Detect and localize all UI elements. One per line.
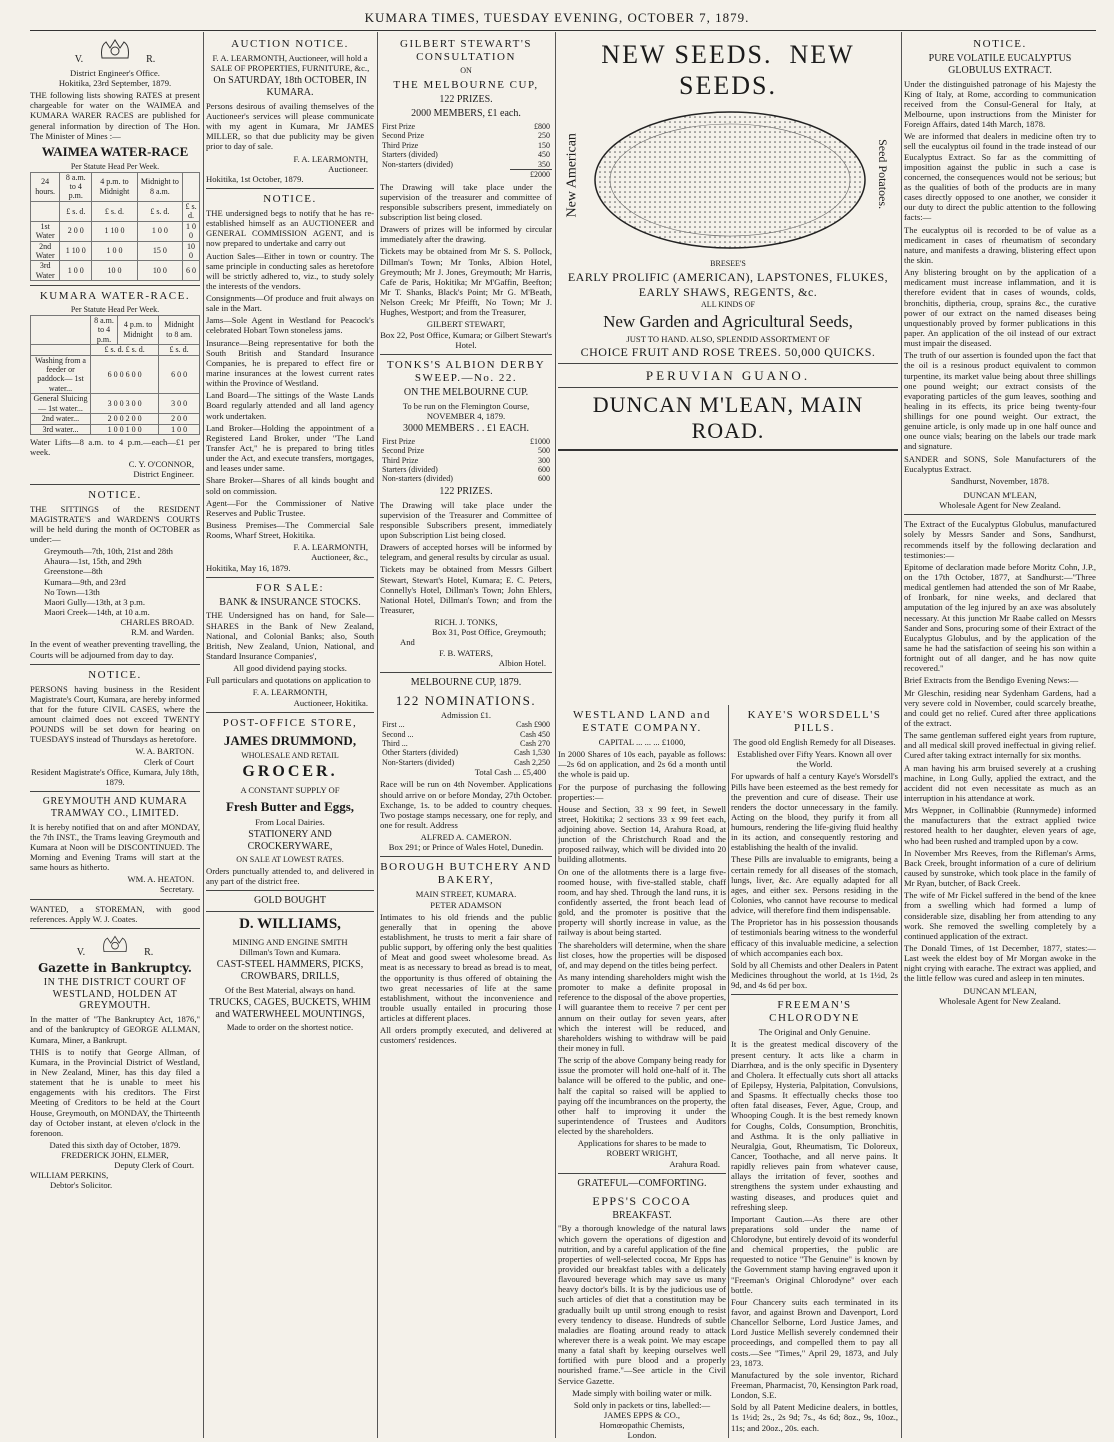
list-item: Greymouth—7th, 10th, 21st and 28th — [44, 546, 173, 557]
divider — [380, 354, 552, 355]
column-2 — [206, 34, 374, 1438]
signature-title: Deputy Clerk of Court. — [114, 1160, 194, 1171]
williams-name: D. WILLIAMS, — [239, 916, 341, 933]
divider — [206, 911, 374, 912]
signature-title: Secretary. — [159, 884, 194, 895]
consultation-on: ON — [460, 65, 472, 75]
divider — [558, 387, 898, 388]
choice-trees: CHOICE FRUIT AND ROSE TREES. 50,000 QUICKS. — [580, 344, 876, 359]
divider — [30, 791, 200, 792]
table-header: 4 p.m. to Midnight — [92, 172, 138, 201]
table-header: Midnight to 8 am. — [159, 315, 200, 344]
post-office-title: POST-OFFICE STORE, — [222, 716, 358, 729]
signature-title: District Engineer. — [133, 469, 194, 480]
seeds-advert — [558, 34, 898, 702]
auction-date: On SATURDAY, 18th OCTOBER, IN KUMARA. — [213, 75, 367, 99]
signature: WM. A. HEATON. — [127, 874, 194, 885]
top-rule — [30, 30, 1096, 31]
drawing-text: The Drawing will take place under the supervision of the Treasurer and Committee of responsible Subscribers present, immediately upon Subscription List being closed. — [380, 499, 552, 541]
divider — [30, 285, 200, 286]
signature-address: Arahura Road. — [669, 1158, 720, 1169]
table-row: £ s. d. £ s. d. £ s. d. £ s. d. — [31, 201, 200, 221]
royal-crest: V. R. — [30, 933, 200, 959]
cast-steel-line: CAST-STEEL HAMMERS, PICKS, CROWBARS, DRILLS, — [216, 959, 364, 982]
freeman-title: FREEMAN'S CHLORODYNE — [769, 999, 860, 1025]
prize-table — [380, 122, 552, 180]
signature: GILBERT STEWART, — [426, 319, 506, 330]
list-item: Land Board—The sittings of the Waste Lands Board regularly attended and all land agency work undertaken. — [206, 390, 374, 421]
guano-heading: PERUVIAN GUANO. — [645, 367, 811, 383]
office-line: Resident Magistrate's Office, Kumara, July 18th, 1879. — [31, 766, 199, 787]
table-header — [183, 172, 200, 201]
manufactured-text: Manufactured by the sole inventor, Richard Freeman, Pharmacist, 70, Kensington Park road, London, S.E. — [731, 1369, 898, 1401]
dairies-line: From Local Dairies. — [255, 816, 325, 827]
dillman-line: Dillman's Town and Kumara. — [239, 946, 341, 957]
signature: CHARLES BROAD. — [120, 617, 194, 628]
london-line: London. — [627, 1430, 657, 1438]
list-item: Maori Gully—13th, at 3 p.m. — [44, 596, 145, 607]
table-row: Second Prize 250 — [382, 131, 550, 141]
forsale-dividend: All good dividend paying stocks. — [233, 663, 347, 674]
dated-line: Hokitika, 1st October, 1879. — [206, 173, 304, 184]
adamson-body: Intimates to his old friends and the public generally that in opening the above establishment, he trusts to merit a fair share of public support, by offering only the best qualities of Meat and good sweet wholesome bread. As meat is as necessary to bread as bread is to meat, the opportunity is thus offered of obtaining the two great necessaries of life at the same establishment, without the inconvenience and trouble usually entailed in procuring those articles at different places. — [380, 911, 552, 1024]
column-6 — [904, 34, 1096, 1438]
signature-address: Box 22, Post Office, Kumara; or Gilbert Stewart's Hotel. — [380, 329, 552, 350]
paragraph: The Extract of the Eucalyptus Globulus, manufactured solely by Messrs Sander and Sons, Sandhurst, recommends itself by the following declaration and testimonies:— — [904, 519, 1096, 560]
kumara-rate-table — [30, 315, 200, 435]
intro-text: THE following lists showing RATES at present chargeable for water on the WAIMEA and KUMARA WARER RACES are published for general information by direction of The Hon. The Minister of Mines :— — [30, 90, 200, 141]
just-to-hand: JUST TO HAND. ALSO, SPLENDID ASSORTMENT OF — [626, 333, 830, 344]
borough-address: MAIN STREET, KUMARA. — [415, 889, 517, 900]
table-row: General Sluicing— 1st water... 3 0 0 3 0 0 3 0 0 — [31, 394, 200, 414]
melbourne-cup-body: Race will be run on 4th November. Applications should arrive on or before Monday, 27th October. Exchange, 1s. to be added to country cheques. Two postage stamps necessary, one for reply, and one for result. Address — [380, 779, 552, 831]
table-row: Third ... Cash 270 — [382, 739, 550, 748]
signature-address: Box 291; or Prince of Wales Hotel, Dunedin. — [388, 842, 544, 853]
potato-right-label: Seed Potatoes. — [876, 139, 891, 210]
prizes-count: 122 PRIZES. — [439, 94, 493, 106]
table-row: Third Prize 150 — [382, 140, 550, 150]
kaye-subtitle: The good old English Remedy for all Diseases. — [733, 736, 896, 747]
purpose-text: For the purpose of purchasing the following properties:— — [558, 781, 726, 802]
adamson-name: PETER ADAMSON — [430, 899, 502, 910]
table-row: Non-starters (divided) 350 — [382, 159, 550, 169]
column-rule — [901, 32, 902, 1438]
signature: ALFRED A. CAMERON. — [420, 832, 512, 843]
epps-body: "By a thorough knowledge of the natural laws which govern the operations of digestion and nutrition, and by a careful application of the fine properties of well-selected cocoa, Mr Epps has provided our breakfast tables with a delicately flavoured beverage which may save us many heavy doctor's bills. It is by the judicious use of such articles of diet that a constitution may be gradually built up until strong enough to resist every tendency to disease. Hundreds of subtle maladies are floating around ready to attack wherever there is a weak point. We may escape many a fatal shaft by keeping ourselves well fortified with pure blood and a properly nourished frame."—See article in the Civil Service Gazette. — [558, 1223, 726, 1386]
column-1 — [30, 34, 200, 1438]
list-item: Share Broker—Shares of all kinds bought and sold on commission. — [206, 475, 374, 496]
list-item: Agent—For the Commissioner of Native Reserves and Public Trustee. — [206, 497, 374, 518]
epps-heading: EPPS'S COCOA — [592, 1193, 692, 1208]
notice-title: NOTICE. — [88, 668, 142, 681]
signature: F. B. WATERS, — [439, 647, 493, 658]
signature: WILLIAM PERKINS, — [30, 1170, 109, 1181]
notice-title: NOTICE. — [263, 192, 317, 205]
admission-line: Admission £1. — [440, 709, 492, 720]
table-row: Other Starters (divided) Cash 1,530 — [382, 748, 550, 758]
tickets-text: Tickets may be obtained from Mr S. S. Pollock, Dillman's Town; Mr Tonks, Albion Hotel, Greymouth; Mr J. Jones, Greymouth; Mr Harris, Cafe de Paris, Hokitika; Mr M'Gaffin, Beefton; Mr T. Shanks, Black's Point; Mr G. M'Beath, Nelson Creek; Mr Pfeifft, No Town; Mr J. Hughes, Westport; and from the Treasurer, — [380, 246, 552, 318]
waimea-subtitle: Per Statute Head Per Week. — [70, 162, 160, 172]
table-header: 4 p.m. to Midnight — [117, 315, 158, 344]
table-row: Non-Starters (divided) Cash 2,250 — [382, 757, 550, 767]
chancery-text: Four Chancery suits each terminated in its favor, and against Brown and Davenport, Lord Chancellor Selborne, Lord Justice James, and Lord Justice Mellish severely condemned their proceedings, and compelled them to pay all costs.—See "Times," April 29, 1873, and July 23, 1873. — [731, 1296, 898, 1368]
signature-title: Wholesale Agent for New Zealand. — [939, 500, 1061, 511]
allotment-text: On one of the allotments there is a large five-roomed house, with five-stalled stable, chaff room, and hay shed. Through the land runs, it is confidently asserted, the front beach lead of gold, and the promoter is positive that the property will shortly increase in value, as the railway is about being started. — [558, 866, 726, 938]
table-row: £2000 — [380, 170, 552, 180]
auction-body: Persons desirous of availing themselves of the Auctioneer's services will please communicate with my agent in Kumara, Mr JAMES MILLER, so that due publicity may be given prior to day of sale. — [206, 100, 374, 152]
table-row: Starters (divided) 450 — [382, 150, 550, 160]
waimea-rate-table — [30, 172, 200, 282]
paragraph: The eucalyptus oil is recorded to be of value as a medicament in cases of rheumatism of secondary nature, and manifests a drawing, blistering effect upon the skin. — [904, 224, 1096, 265]
table-row: 1st Water 2 0 0 1 10 0 1 0 0 1 0 0 — [31, 221, 200, 241]
divider — [380, 856, 552, 857]
forsale-subtitle: BANK & INSURANCE STOCKS. — [219, 596, 361, 608]
divider — [206, 577, 374, 578]
divider — [206, 712, 374, 713]
tonks-on: ON THE MELBOURNE CUP. — [403, 386, 529, 398]
column-rule — [555, 32, 556, 1438]
testimonials-text: The Proprietor has in his possession thousands of testimonials bearing witness to the wonderful efficacy of this invaluable medicine, a selection of which accompanies each box. — [731, 917, 898, 958]
smith-line: MINING AND ENGINE SMITH — [232, 936, 348, 947]
prize-table — [380, 437, 552, 484]
list-item: Jams—Sole Agent in Westland for Peacock's celebrated Hobart Town stoneless jams. — [206, 315, 374, 336]
paragraph: Under the distinguished patronage of his Majesty the King of Italy, at Rome, according to communication received from the Consul-General for Italy, at Melbourne, upon instructions from the Minister for Foreign Affairs, dated 14th March, 1878. — [904, 78, 1096, 130]
drawing-text: The Drawing will take place under the supervision of the treasurer and committee of responsible subscribers present, immediately on subscription list being closed. — [380, 181, 552, 222]
tramway-body: It is hereby notified that on and after MONDAY, the 7th INST., the Trams leaving Greymouth and Kumara at Noon will be DISCONTINUED. The Morning and Evening Trams will start at the same hours as hitherto. — [30, 821, 200, 873]
notice-body: In the event of weather preventing travelling, the Courts will be adjourned from day to day. — [30, 639, 200, 660]
table-row: £ s. d. £ s. d. £ s. d. — [31, 345, 200, 355]
table-header: 24 hours. — [31, 172, 60, 201]
sander-line: SANDER and SONS, Sole Manufacturers of the Eucalyptus Extract. — [904, 453, 1096, 474]
notice-body: THE SITTINGS of the RESIDENT MAGISTRATE'S and WARDEN'S COURTS will be held during the month of OCTOBER as under:— — [30, 503, 200, 544]
drummond-sub: WHOLESALE AND RETAIL — [241, 751, 339, 761]
notice-title: NOTICE. — [88, 488, 142, 501]
kumara-subtitle: Per Statute Head Per Week. — [70, 305, 160, 315]
dated-line: Hokitika, May 16, 1879. — [206, 562, 291, 573]
new-seeds-heading: NEW SEEDS. NEW SEEDS. — [601, 40, 855, 100]
intending-text: As many intending shareholders might wish the promoter to make a definite proposal in reference to the disposal of the above properties, I will guarantee them to receive 7 per cent per annum on their outlay for seven years, after which the interest will be reduced, and shareholders wishing to withdraw will be paid their money in full. — [558, 972, 726, 1054]
caution-text: Important Caution.—As there are other preparations sold under the name of Chlorodyne, but entirely devoid of its wonderful and chemical properties, the public are requested to notice "The Genuine" is known by the Government stamp having engraved upon it "Freeman's Original Chlorodyne" over each bottle. — [731, 1213, 898, 1295]
paragraph: The wife of Mr Fickel suffered in the bend of the knee from a swelling which had formed a lump of considerable size, disabling her from attending to any work. She removed the swelling completely by a continued application of the extract. — [904, 890, 1096, 941]
apply-line: Applications for shares to be made to — [577, 1138, 707, 1149]
signature-title: Wholesale Agent for New Zealand. — [939, 995, 1061, 1006]
tonks-title: TONKS'S ALBION DERBY SWEEP.—No. 22. — [386, 358, 546, 384]
gazette-title: Gazette in Bankruptcy. — [38, 960, 192, 975]
divider — [731, 994, 898, 995]
list-item: Insurance—Being representative for both the South British and Standard Insurance Companies, he is prepared to effect fire or marine insurances at the lowest current rates within the Province of Westland. — [206, 337, 374, 389]
table-row: 2nd Water 1 10 0 1 0 0 15 0 10 0 — [31, 241, 200, 261]
prize-table — [380, 720, 552, 767]
duncan-heading: DUNCAN M'LEAN, MAIN ROAD. — [592, 392, 864, 444]
table-row: First Prize £1000 — [382, 436, 550, 446]
signature-title: Auctioneer. — [328, 163, 368, 174]
consultation-title: GILBERT STEWART'S CONSULTATION — [400, 38, 532, 63]
potato-left-label: New American — [564, 133, 580, 218]
table-row: 3rd water... 1 0 0 1 0 0 1 0 0 — [31, 424, 200, 434]
and-line: And — [400, 637, 415, 648]
established-line: Established over Fifty Years. Known all over the World. — [737, 749, 892, 770]
paragraph: Brief Extracts from the Bendigo Evening News:— — [904, 675, 1079, 686]
gold-bought: GOLD BOUGHT — [254, 895, 326, 907]
divider — [380, 672, 552, 673]
table-row: Second Prize 500 — [382, 446, 550, 456]
sittings-list — [30, 546, 200, 617]
signature: DUNCAN M'LEAN, — [963, 985, 1037, 996]
list-item: Maori Creek—14th, at 10 a.m. — [44, 606, 150, 617]
divider — [30, 664, 200, 665]
members-line: 2000 MEMBERS, £1 each. — [411, 108, 521, 120]
paragraph: The truth of our assertion is founded upon the fact that the oil is a resinous product equivalent to common turpentine, its market value being about three shillings one pound weight; our extract consists of the evaporating particles of the gum leaves, soothing and healing in its effects, its price being twenty-four shillings for one pound weight. Our extract, the genuine article, is only made up in one half ounce and one ounce vials; bearing on the labels our trade mark and signature. — [904, 350, 1096, 452]
properties-text: House and Section, 33 x 99 feet, in Sewell street, Hokitika; 2 sections 33 x 99 feet each, adjoining above. Section 14, Arahura Road, at junction of the Christchurch Road and the proposed railway, which will be divided into 20 building allotments. — [558, 803, 726, 865]
sandhurst-line: Sandhurst, November, 1878. — [950, 475, 1050, 486]
bresee-line: BRESEE'S — [710, 259, 746, 269]
kaye-body: For upwards of half a century Kaye's Worsdell's Pills have been esteemed as the best remedy for the prevention and cure of disease. Their use renders the doctor unnecessary in the family. Acting on the blood, they purify it from all humours, rendering the life-giving fluid healthy in its action, and consequently restoring and establishing the health of the invalid. — [731, 771, 898, 853]
waimea-title: WAIMEA WATER-RACE — [41, 143, 189, 159]
grocer-heading: GROCER. — [242, 763, 338, 781]
paragraph: Mr Gleschin, residing near Sydenham Gardens, had a very severe cold in November, could scarcely breathe, and could get no relief. Cured after three applications of the extract. — [904, 687, 1096, 728]
table-row: Third Prize 300 — [382, 455, 550, 465]
list-item: Land Broker—Holding the appointment of a Registered Land Broker, under "The Land Transfer Act," he is prepared to bring titles under the Act, and execute transfers, mortgages, and leases under same. — [206, 422, 374, 474]
scrip-text: The scrip of the above Company being ready for issue the promoter will hold one-half of it. The balance will be offered to the public, and one-half the capital so raised will be applied to paying off the incumbrances on the property, the other half to improving it under the superintendence of Trustees and Auditors elected by the shareholders. — [558, 1055, 726, 1137]
kumara-title: KUMARA WATER-RACE. — [39, 290, 191, 303]
orders-text: Orders punctually attended to, and delivered in any part of the district free. — [206, 866, 374, 887]
coat-of-arms-icon — [98, 36, 132, 62]
signature-title: Clerk of Court — [143, 756, 194, 767]
consultation-cup: THE MELBOURNE CUP, — [393, 79, 539, 92]
trucks-line: TRUCKS, CAGES, BUCKETS, WHIM and WATERWHEEL MOUNTINGS, — [209, 996, 371, 1020]
paragraph: Mrs Weppner, in Collinabbie (Runnymede) informed the manufacturers that the extract applied twice restored health to her daughter, eleven years of age, who had been rushed and trampled upon by a cow. — [904, 805, 1096, 846]
list-item: Auction Sales—Either in town or country. The same principle in conducting sales as heretofore will be strictly adhered to, viz., to study solely the interests of the vendors. — [206, 250, 374, 291]
wanted-ad: WANTED, a STOREMAN, with good references. Apply W. J. Coates. — [30, 903, 200, 924]
signature-title: R.M. and Warden. — [131, 627, 194, 638]
list-item: Consignments—Of produce and fruit always on sale in the Mart. — [206, 293, 374, 314]
capital-line: CAPITAL ... ... ... £1000, — [598, 736, 686, 747]
drawers-text: Drawers of prizes will be informed by circular immediately after the drawing. — [380, 224, 552, 245]
divider — [904, 514, 1096, 515]
masthead: KUMARA TIMES, TUESDAY EVENING, OCTOBER 7, 1879. — [364, 10, 750, 25]
kaye-title: KAYE'S WORSDELL'S PILLS. — [747, 709, 882, 734]
table-header: 8 a.m. to 4 p.m. — [60, 172, 92, 201]
table-header — [31, 315, 91, 344]
breakfast-heading: BREAKFAST. — [612, 1209, 672, 1221]
garden-seeds-heading: New Garden and Agricultural Seeds, — [603, 311, 853, 331]
column-4a — [558, 705, 726, 1438]
column-rule — [728, 705, 729, 1438]
royal-crest: V. R. — [30, 36, 200, 66]
paragraph: A man having his arm bruised severely at a crushing machine, in Long Gully, applied the extract, and the accident did not even necessitate as much as an interruption in his attendance at work. — [904, 762, 1096, 803]
eucalyptus-title: PURE VOLATILE EUCALYPTUS GLOBULUS EXTRACT. — [928, 52, 1072, 76]
freeman-body: It is the greatest medical discovery of the present century. It acts like a charm in Diarrhœa, and is the only specific in Dysentery and Cholera. It effectually cuts short all attacks of Epilepsy, Hysteria, Palpitation, Convulsions, and Spasms. It effectually checks those too often fatal diseases, Fever, Ague, Croup, and Whooping Cough. It is the best remedy known for Coughs, Colds, Consumption, Bronchitis, and Asthma. It is the only palliative in Neuralgia, Gout, Rheumatism, Tic Doloreux, Cancer, Toothache, and all nerve pains. It rapidly relieves pain from whatever cause, allays the irritation of fever, soothes and strengthens the system under exhausting and wasting diseases, and produces quiet and refreshing sleep. — [731, 1039, 898, 1212]
adamson-orders: All orders promptly executed, and delivered at customers' residences. — [380, 1025, 552, 1046]
paragraph: In November Mrs Reeves, from the Rifleman's Arms, Back Creek, brought information of a cure of delirium caused by sunstroke, which took place in the family of Mr Ryan, butcher, of Back Creek. — [904, 847, 1096, 889]
drawers-text: Drawers of accepted horses will be informed by telegram, and general results by circular as usual. — [380, 542, 552, 563]
varieties-line-1: EARLY PROLIFIC (AMERICAN), LAPSTONES, FLUKES, — [567, 269, 889, 284]
drummond-name: JAMES DRUMMOND, — [223, 732, 357, 748]
court-heading: IN THE DISTRICT COURT OF WESTLAND, HOLDEN AT GREYMOUTH. — [43, 976, 187, 1012]
butter-heading: Fresh Butter and Eggs, — [225, 798, 355, 814]
original-line: The Original and Only Genuine. — [758, 1027, 871, 1038]
signature: DUNCAN M'LEAN, — [963, 490, 1037, 501]
best-material: Of the Best Material, always on hand. — [224, 984, 356, 995]
list-item: Kumara—9th, and 23rd — [44, 576, 126, 587]
melbourne-cup-title: MELBOURNE CUP, 1879. — [410, 676, 522, 688]
paragraph: The same gentleman suffered eight years from rupture, and all medical skill proved ineffectual in giving relief. Cured after taking extract internally for six months. — [904, 730, 1096, 761]
divider — [558, 449, 898, 451]
table-row: First ... Cash £900 — [382, 720, 550, 730]
table-row: 3rd Water 1 0 0 10 0 10 0 6 0 — [31, 261, 200, 281]
tramway-title: GREYMOUTH AND KUMARA TRAMWAY CO., LIMITED. — [42, 796, 188, 819]
column-rule — [377, 32, 378, 1438]
tonks-members: 3000 MEMBERS . . £1 EACH. — [402, 422, 530, 434]
constant-line: A CONSTANT SUPPLY OF — [240, 785, 340, 796]
divider — [206, 890, 374, 891]
divider — [558, 1173, 726, 1174]
borough-title: BOROUGH BUTCHERY AND BAKERY, — [380, 861, 552, 887]
table-header: Midnight to 8 a.m. — [137, 172, 182, 201]
nominations-heading: 122 NOMINATIONS. — [395, 692, 537, 708]
column-4b — [731, 705, 898, 1438]
signature-address: Box 31, Post Office, Greymouth; — [432, 627, 546, 638]
signature: FREDERICK JOHN, ELMER, — [61, 1150, 169, 1161]
made-to-order: Made to order on the shortest notice. — [226, 1022, 354, 1033]
coat-of-arms-icon — [100, 933, 130, 955]
sold-text: Sold by all Chemists and other Dealers in Patent Medicines throughout the world, at 1s 1½d, 2s 9d, and 4s 6d per box. — [731, 959, 898, 991]
list-item: Ahaura—1st, 15th, and 29th — [44, 556, 142, 567]
table-row: First Prize £800 — [382, 121, 550, 131]
column-3 — [380, 34, 552, 1438]
lowest-rates: ON SALE AT LOWEST RATES. — [236, 854, 344, 864]
signature: ROBERT WRIGHT, — [606, 1148, 678, 1159]
divider — [206, 188, 374, 189]
signature: F. A. LEARMONTH, — [252, 687, 328, 698]
paragraph: We are informed that dealers in medicine often try to sell the eucalyptus oil found in the trade instead of our Eucalyptus Extract. So far as the committing of imposition against the public in such a case is concerned, the consequences would not be serious; but as the qualities of both of the products are in many cases directly opposed to one another, we consider it our duty to direct the public attention to the following facts:— — [904, 131, 1096, 223]
sold-text: Sold by all Patent Medicine dealers, in bottles, 1s 1½d; 2s., 2s 9d; 7s., 4s 6d; 8oz., 9s, 10oz., 11s; and 20oz., 20s. each. — [731, 1402, 898, 1433]
paragraph: Epitome of declaration made before Moritz Cohn, J.P., on the 17th October, 1877, at Sandhurst:—"Three medical gentlemen had attended the son of Mr Raabe, of Ironbark, for nine weeks, and declared that amputation of the leg injured by an axe was absolutely necessary. At this junction Mr Raabe called on Messrs Sander and Sons, procuring some of their Extract of the Eucalyptus Globulus, and by the application of the same he had the satisfaction of seeing his son within a fortnight out of all danger, and he has now quite recovered." — [904, 561, 1096, 674]
signature: W. A. BARTON. — [135, 746, 194, 757]
tonks-prizes: 122 PRIZES. — [439, 485, 493, 497]
auction-heading: F. A. LEARMONTH, Auctioneer, will hold a SALE OF PROPERTIES, FURNITURE, &c., — [210, 52, 370, 74]
tonks-run: To be run on the Flemington Course, NOVEMBER 4, 1879. — [402, 400, 530, 421]
notice-body: THE undersigned begs to notify that he has re-established himself as an AUCTIONEER and GENERAL COMMISSION AGENT, and is now prepared to undertake and carry out — [206, 207, 374, 249]
divider — [558, 363, 898, 364]
table-row: Second ... Cash 450 — [382, 729, 550, 739]
forsale-particulars: Full particulars and quotations on application to — [206, 675, 371, 686]
varieties-line-2: EARLY SHAWS, REGENTS, &c. — [638, 284, 818, 299]
paragraph: The Donald Times, of 1st December, 1877, states:—Last week the eldest boy of Mr Morgan awoke in the night crying with earache. The extract was applied, and the little fellow was cured and asleep in ten minutes. — [904, 942, 1096, 984]
westland-title: WESTLAND LAND and ESTATE COMPANY. — [573, 709, 711, 734]
signature-address: Albion Hotel. — [498, 657, 546, 668]
forsale-body: THE Undersigned has on hand, for Sale—SHARES in the Bank of New Zealand, National, and Colonial Banks; also, South British, New Zealand, Union, National, and Standard Insurance Companies', — [206, 610, 374, 662]
paragraph: Any blistering brought on by the application of a medicament must increase inflammation, and it is therefore evident that in cases of wounds, colds, bronchitis, diptheria, croup, sprains &c., the curative power of our extract on the named diseases being unquestionably proved by former publications in this paper. An application of the oil instead of our extract must impair the diseased. — [904, 267, 1096, 349]
grateful-heading: GRATEFUL—COMFORTING. — [577, 1177, 707, 1189]
date-line: Hokitika, 23rd September, 1879. — [58, 77, 172, 88]
made-simply: Made simply with boiling water or milk. — [572, 1387, 712, 1398]
forsale-title: FOR SALE: — [255, 581, 325, 594]
table-row: Washing from a feeder or paddock— 1st water... 6 0 0 6 0 0 6 0 0 — [31, 355, 200, 394]
chemists-line: Homœopathic Chemists, — [599, 1420, 685, 1431]
potato-icon — [558, 105, 898, 255]
tickets-text: Tickets may be obtained from Messrs Gilbert Stewart, Stewart's Hotel, Kumara; E. C. Peters, Connelly's Hotel, Dillman's Town; John Ehlers, National Hotel, Dillman's Town; and from the Treasurer, — [380, 564, 552, 616]
column-rule — [203, 32, 204, 1438]
total-cash: Total Cash ... £5,400 — [474, 767, 546, 778]
signature: F. A. LEARMONTH, — [293, 542, 368, 553]
office-line: District Engineer's Office. — [70, 67, 160, 78]
list-item: No Town—13th — [44, 586, 100, 597]
table-header: 8 a.m. to 4 p.m. — [91, 315, 118, 344]
list-item: Greenstone—8th — [44, 566, 103, 577]
signature: C. Y. O'CONNOR, — [128, 459, 194, 470]
dated-line: Dated this sixth day of October, 1879. — [49, 1139, 181, 1150]
matter-text: In the matter of "The Bankruptcy Act, 1876," and of the bankruptcy of GEORGE ALLMAN, Kumara, Miner, a Bankrupt. — [30, 1014, 200, 1045]
shareholders-text: The shareholders will determine, when the share list closes, how the properties will be disposed of, and may depend on the titles being perfect. — [558, 939, 726, 970]
capital-body: In 2000 Shares of 10s each, payable as follows:—2s 6d on application, and 2s 6d a month until the whole is paid up. — [558, 749, 726, 780]
potato-illustration — [558, 105, 898, 255]
signature: F. A. LEARMONTH, — [293, 153, 368, 164]
list-item: Business Premises—The Commercial Sale Rooms, Wharf Street, Hokitika. — [206, 520, 374, 541]
notice-title: NOTICE. — [973, 38, 1027, 50]
water-lifts: Water Lifts—8 a.m. to 4 p.m.—each—£1 per week. — [30, 437, 200, 458]
signature: RICH. J. TONKS, — [434, 617, 498, 628]
signature-title: Debtor's Solicitor. — [50, 1180, 113, 1191]
sold-line: Sold only in packets or tins, labelled:— — [573, 1399, 711, 1410]
stationery-line: STATIONERY AND CROCKERYWARE, — [247, 828, 333, 852]
signature: JAMES EPPS & CO., — [603, 1409, 681, 1420]
signature-title: Auctioneer, &c., — [311, 552, 368, 563]
divider — [30, 928, 200, 929]
table-row: Non-starters (divided) 600 — [382, 474, 550, 484]
table-row: Starters (divided) 600 — [382, 464, 550, 474]
notice-body: PERSONS having business in the Resident Magistrate's Court, Kumara, are hereby informed that for the future CIVIL CASES, where the amount claimed does not exceed TWENTY POUNDS will be set down for hearing on TUESDAYS instead of Thursdays as heretofore. — [30, 683, 200, 745]
emigrants-text: These Pills are invaluable to emigrants, being a certain remedy for all diseases of the stomach, lungs, liver, &c. Are equally adapted for all ages, and either sex. Persons residing in the Colonies, who cannot have recourse to medical advice, will therefore find them indispensable. — [731, 854, 898, 916]
table-row: 2nd water... 2 0 0 2 0 0 2 0 0 — [31, 414, 200, 424]
divider — [30, 484, 200, 485]
all-kinds: ALL KINDS OF — [701, 300, 755, 310]
bankruptcy-body: THIS is to notify that George Allman, of Kumara, in the Provincial District of Westland, in New Zealand, Miner, has this day filed a statement that he is unable to meet his engagements with his creditors. The First Meeting of Creditors to be held at the Court House, Greymouth, on MONDAY, the Thirteenth day of October instant, at eleven o'clock in the forenoon. — [30, 1046, 200, 1138]
auction-title: AUCTION NOTICE. — [231, 38, 349, 50]
signature-title: Auctioneer, Hokitika. — [293, 697, 368, 708]
divider — [30, 899, 200, 900]
